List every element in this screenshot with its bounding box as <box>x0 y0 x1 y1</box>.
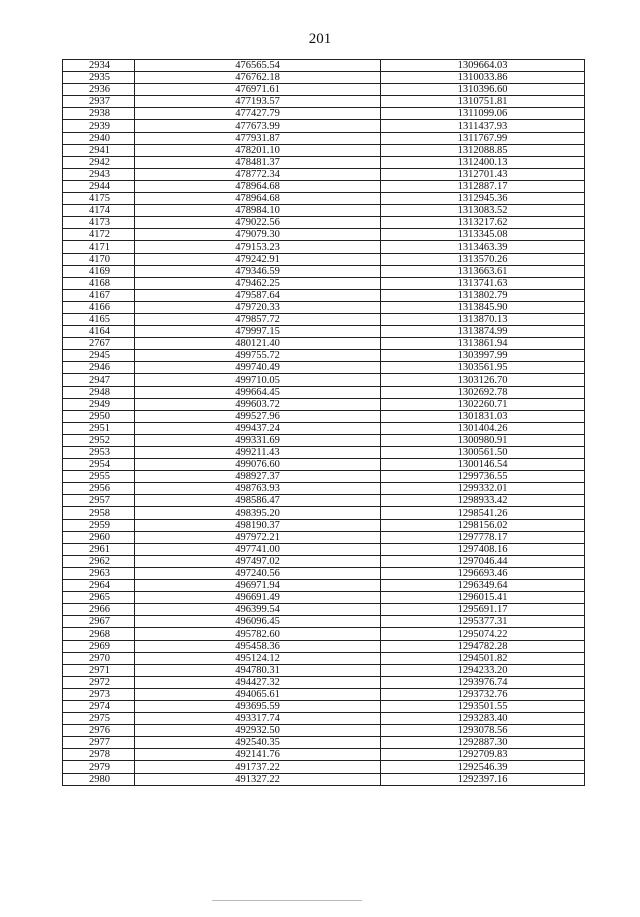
table-row <box>63 567 585 579</box>
table-row <box>63 652 585 664</box>
x-coordinate-cell: 499755.72 <box>135 350 381 362</box>
table-row <box>63 543 585 555</box>
point-number-cell: 2973 <box>63 688 135 700</box>
page-number: 201 <box>308 31 332 47</box>
x-coordinate-cell: 478964.68 <box>135 180 381 192</box>
point-number-cell: 2960 <box>63 531 135 543</box>
y-coordinate-cell: 1298156.02 <box>381 519 585 531</box>
x-coordinate-cell: 499527.96 <box>135 410 381 422</box>
x-coordinate-cell: 492932.50 <box>135 725 381 737</box>
x-coordinate-cell: 480121.40 <box>135 338 381 350</box>
x-coordinate-cell: 479462.25 <box>135 277 381 289</box>
point-number-cell: 2958 <box>63 507 135 519</box>
point-number-cell: 2949 <box>63 398 135 410</box>
y-coordinate-cell: 1293283.40 <box>381 713 585 725</box>
point-number-cell: 2935 <box>63 72 135 84</box>
point-number-cell: 4169 <box>63 265 135 277</box>
x-coordinate-cell: 499211.43 <box>135 447 381 459</box>
y-coordinate-cell: 1313845.90 <box>381 301 585 313</box>
x-coordinate-cell: 477931.87 <box>135 132 381 144</box>
point-number-cell: 2964 <box>63 580 135 592</box>
x-coordinate-cell: 499076.60 <box>135 459 381 471</box>
x-coordinate-cell: 499710.05 <box>135 374 381 386</box>
y-coordinate-cell: 1302260.71 <box>381 398 585 410</box>
point-number-cell: 2951 <box>63 422 135 434</box>
bottom-divider <box>212 900 362 901</box>
table-row <box>63 713 585 725</box>
table-row <box>63 664 585 676</box>
y-coordinate-cell: 1293732.76 <box>381 688 585 700</box>
y-coordinate-cell: 1310396.60 <box>381 84 585 96</box>
table-row <box>63 761 585 773</box>
table-row <box>63 301 585 313</box>
point-number-cell: 2971 <box>63 664 135 676</box>
table-row <box>63 108 585 120</box>
table-row <box>63 483 585 495</box>
point-number-cell: 2941 <box>63 144 135 156</box>
point-number-cell: 2937 <box>63 96 135 108</box>
table-row <box>63 350 585 362</box>
x-coordinate-cell: 476971.61 <box>135 84 381 96</box>
table-row <box>63 120 585 132</box>
y-coordinate-cell: 1299736.55 <box>381 471 585 483</box>
point-number-cell: 2948 <box>63 386 135 398</box>
x-coordinate-cell: 497972.21 <box>135 531 381 543</box>
x-coordinate-cell: 493317.74 <box>135 713 381 725</box>
table-row <box>63 386 585 398</box>
y-coordinate-cell: 1300561.50 <box>381 447 585 459</box>
point-number-cell: 2950 <box>63 410 135 422</box>
table-row <box>63 205 585 217</box>
point-number-cell: 2959 <box>63 519 135 531</box>
table-row <box>63 338 585 350</box>
y-coordinate-cell: 1313345.08 <box>381 229 585 241</box>
y-coordinate-cell: 1296349.64 <box>381 580 585 592</box>
table-row <box>63 640 585 652</box>
table-row <box>63 180 585 192</box>
point-number-cell: 2942 <box>63 156 135 168</box>
y-coordinate-cell: 1293976.74 <box>381 676 585 688</box>
point-number-cell: 4171 <box>63 241 135 253</box>
x-coordinate-cell: 496096.45 <box>135 616 381 628</box>
table-row <box>63 725 585 737</box>
table-row <box>63 592 585 604</box>
table-row <box>63 616 585 628</box>
y-coordinate-cell: 1312887.17 <box>381 180 585 192</box>
x-coordinate-cell: 494780.31 <box>135 664 381 676</box>
y-coordinate-cell: 1313870.13 <box>381 313 585 325</box>
x-coordinate-cell: 497497.02 <box>135 555 381 567</box>
coordinates-table-body <box>63 60 585 786</box>
point-number-cell: 2961 <box>63 543 135 555</box>
x-coordinate-cell: 478481.37 <box>135 156 381 168</box>
table-row <box>63 144 585 156</box>
x-coordinate-cell: 479242.91 <box>135 253 381 265</box>
y-coordinate-cell: 1312400.13 <box>381 156 585 168</box>
x-coordinate-cell: 499331.69 <box>135 434 381 446</box>
point-number-cell: 2979 <box>63 761 135 773</box>
table-row <box>63 447 585 459</box>
point-number-cell: 2767 <box>63 338 135 350</box>
point-number-cell: 2962 <box>63 555 135 567</box>
y-coordinate-cell: 1297778.17 <box>381 531 585 543</box>
point-number-cell: 2939 <box>63 120 135 132</box>
y-coordinate-cell: 1311099.06 <box>381 108 585 120</box>
point-number-cell: 2969 <box>63 640 135 652</box>
x-coordinate-cell: 479079.30 <box>135 229 381 241</box>
table-row <box>63 749 585 761</box>
x-coordinate-cell: 499664.45 <box>135 386 381 398</box>
y-coordinate-cell: 1293501.55 <box>381 700 585 712</box>
table-row <box>63 555 585 567</box>
point-number-cell: 2970 <box>63 652 135 664</box>
x-coordinate-cell: 497741.00 <box>135 543 381 555</box>
table-row <box>63 531 585 543</box>
table-row <box>63 72 585 84</box>
x-coordinate-cell: 479587.64 <box>135 289 381 301</box>
y-coordinate-cell: 1313874.99 <box>381 326 585 338</box>
y-coordinate-cell: 1295691.17 <box>381 604 585 616</box>
y-coordinate-cell: 1303997.99 <box>381 350 585 362</box>
table-row <box>63 737 585 749</box>
y-coordinate-cell: 1295074.22 <box>381 628 585 640</box>
x-coordinate-cell: 495782.60 <box>135 628 381 640</box>
table-row <box>63 84 585 96</box>
x-coordinate-cell: 494065.61 <box>135 688 381 700</box>
x-coordinate-cell: 498763.93 <box>135 483 381 495</box>
point-number-cell: 4170 <box>63 253 135 265</box>
point-number-cell: 2947 <box>63 374 135 386</box>
x-coordinate-cell: 477193.57 <box>135 96 381 108</box>
point-number-cell: 2963 <box>63 567 135 579</box>
table-row <box>63 398 585 410</box>
y-coordinate-cell: 1313217.62 <box>381 217 585 229</box>
x-coordinate-cell: 497240.56 <box>135 567 381 579</box>
y-coordinate-cell: 1294501.82 <box>381 652 585 664</box>
point-number-cell: 2954 <box>63 459 135 471</box>
table-row <box>63 688 585 700</box>
table-row <box>63 265 585 277</box>
y-coordinate-cell: 1311767.99 <box>381 132 585 144</box>
point-number-cell: 4174 <box>63 205 135 217</box>
y-coordinate-cell: 1294233.20 <box>381 664 585 676</box>
point-number-cell: 2974 <box>63 700 135 712</box>
point-number-cell: 4172 <box>63 229 135 241</box>
x-coordinate-cell: 496971.94 <box>135 580 381 592</box>
y-coordinate-cell: 1297408.16 <box>381 543 585 555</box>
x-coordinate-cell: 498190.37 <box>135 519 381 531</box>
y-coordinate-cell: 1292546.39 <box>381 761 585 773</box>
y-coordinate-cell: 1312701.43 <box>381 168 585 180</box>
point-number-cell: 4168 <box>63 277 135 289</box>
point-number-cell: 2945 <box>63 350 135 362</box>
table-row <box>63 471 585 483</box>
table-row <box>63 374 585 386</box>
table-row <box>63 253 585 265</box>
y-coordinate-cell: 1312088.85 <box>381 144 585 156</box>
table-row <box>63 277 585 289</box>
y-coordinate-cell: 1311437.93 <box>381 120 585 132</box>
point-number-cell: 2956 <box>63 483 135 495</box>
table-row <box>63 217 585 229</box>
y-coordinate-cell: 1310033.86 <box>381 72 585 84</box>
table-row <box>63 495 585 507</box>
x-coordinate-cell: 478964.68 <box>135 193 381 205</box>
table-row <box>63 156 585 168</box>
point-number-cell: 2968 <box>63 628 135 640</box>
y-coordinate-cell: 1301831.03 <box>381 410 585 422</box>
table-row <box>63 519 585 531</box>
table-row <box>63 459 585 471</box>
point-number-cell: 2955 <box>63 471 135 483</box>
x-coordinate-cell: 494427.32 <box>135 676 381 688</box>
table-row <box>63 96 585 108</box>
coordinates-table <box>62 59 585 786</box>
y-coordinate-cell: 1297046.44 <box>381 555 585 567</box>
y-coordinate-cell: 1296693.46 <box>381 567 585 579</box>
point-number-cell: 2980 <box>63 773 135 785</box>
point-number-cell: 2952 <box>63 434 135 446</box>
x-coordinate-cell: 479997.15 <box>135 326 381 338</box>
x-coordinate-cell: 496399.54 <box>135 604 381 616</box>
x-coordinate-cell: 478201.10 <box>135 144 381 156</box>
x-coordinate-cell: 499603.72 <box>135 398 381 410</box>
point-number-cell: 2944 <box>63 180 135 192</box>
point-number-cell: 2966 <box>63 604 135 616</box>
x-coordinate-cell: 498395.20 <box>135 507 381 519</box>
table-row <box>63 507 585 519</box>
table-row <box>63 628 585 640</box>
table-row <box>63 60 585 72</box>
point-number-cell: 2936 <box>63 84 135 96</box>
table-row <box>63 241 585 253</box>
x-coordinate-cell: 477427.79 <box>135 108 381 120</box>
x-coordinate-cell: 499437.24 <box>135 422 381 434</box>
x-coordinate-cell: 476565.54 <box>135 60 381 72</box>
point-number-cell: 4173 <box>63 217 135 229</box>
y-coordinate-cell: 1300980.91 <box>381 434 585 446</box>
y-coordinate-cell: 1301404.26 <box>381 422 585 434</box>
point-number-cell: 4164 <box>63 326 135 338</box>
point-number-cell: 2940 <box>63 132 135 144</box>
x-coordinate-cell: 476762.18 <box>135 72 381 84</box>
x-coordinate-cell: 477673.99 <box>135 120 381 132</box>
y-coordinate-cell: 1313861.94 <box>381 338 585 350</box>
point-number-cell: 2943 <box>63 168 135 180</box>
y-coordinate-cell: 1296015.41 <box>381 592 585 604</box>
point-number-cell: 4167 <box>63 289 135 301</box>
table-row <box>63 193 585 205</box>
x-coordinate-cell: 495458.36 <box>135 640 381 652</box>
table-row <box>63 604 585 616</box>
point-number-cell: 4166 <box>63 301 135 313</box>
y-coordinate-cell: 1313741.63 <box>381 277 585 289</box>
point-number-cell: 4165 <box>63 313 135 325</box>
x-coordinate-cell: 498927.37 <box>135 471 381 483</box>
y-coordinate-cell: 1303126.70 <box>381 374 585 386</box>
y-coordinate-cell: 1294782.28 <box>381 640 585 652</box>
table-row <box>63 410 585 422</box>
point-number-cell: 2946 <box>63 362 135 374</box>
y-coordinate-cell: 1313083.52 <box>381 205 585 217</box>
x-coordinate-cell: 492540.35 <box>135 737 381 749</box>
point-number-cell: 2953 <box>63 447 135 459</box>
point-number-cell: 2976 <box>63 725 135 737</box>
x-coordinate-cell: 479022.56 <box>135 217 381 229</box>
x-coordinate-cell: 479346.59 <box>135 265 381 277</box>
y-coordinate-cell: 1295377.31 <box>381 616 585 628</box>
table-row <box>63 676 585 688</box>
x-coordinate-cell: 479720.33 <box>135 301 381 313</box>
y-coordinate-cell: 1303561.95 <box>381 362 585 374</box>
x-coordinate-cell: 495124.12 <box>135 652 381 664</box>
table-row <box>63 229 585 241</box>
x-coordinate-cell: 478772.34 <box>135 168 381 180</box>
y-coordinate-cell: 1310751.81 <box>381 96 585 108</box>
table-row <box>63 580 585 592</box>
point-number-cell: 2972 <box>63 676 135 688</box>
x-coordinate-cell: 491737.22 <box>135 761 381 773</box>
y-coordinate-cell: 1299332.01 <box>381 483 585 495</box>
y-coordinate-cell: 1312945.36 <box>381 193 585 205</box>
x-coordinate-cell: 491327.22 <box>135 773 381 785</box>
y-coordinate-cell: 1292397.16 <box>381 773 585 785</box>
x-coordinate-cell: 498586.47 <box>135 495 381 507</box>
point-number-cell: 2967 <box>63 616 135 628</box>
y-coordinate-cell: 1298933.42 <box>381 495 585 507</box>
point-number-cell: 2934 <box>63 60 135 72</box>
table-row <box>63 132 585 144</box>
point-number-cell: 2957 <box>63 495 135 507</box>
y-coordinate-cell: 1292709.83 <box>381 749 585 761</box>
table-row <box>63 289 585 301</box>
y-coordinate-cell: 1292887.30 <box>381 737 585 749</box>
table-row <box>63 422 585 434</box>
point-number-cell: 2977 <box>63 737 135 749</box>
point-number-cell: 2938 <box>63 108 135 120</box>
y-coordinate-cell: 1313463.39 <box>381 241 585 253</box>
point-number-cell: 2975 <box>63 713 135 725</box>
y-coordinate-cell: 1302692.78 <box>381 386 585 398</box>
y-coordinate-cell: 1313802.79 <box>381 289 585 301</box>
x-coordinate-cell: 479857.72 <box>135 313 381 325</box>
y-coordinate-cell: 1309664.03 <box>381 60 585 72</box>
table-row <box>63 168 585 180</box>
x-coordinate-cell: 496691.49 <box>135 592 381 604</box>
table-row <box>63 326 585 338</box>
table-row <box>63 434 585 446</box>
y-coordinate-cell: 1300146.54 <box>381 459 585 471</box>
point-number-cell: 4175 <box>63 193 135 205</box>
table-row <box>63 362 585 374</box>
x-coordinate-cell: 478984.10 <box>135 205 381 217</box>
x-coordinate-cell: 493695.59 <box>135 700 381 712</box>
x-coordinate-cell: 479153.23 <box>135 241 381 253</box>
point-number-cell: 2978 <box>63 749 135 761</box>
y-coordinate-cell: 1293078.56 <box>381 725 585 737</box>
table-row <box>63 313 585 325</box>
x-coordinate-cell: 492141.76 <box>135 749 381 761</box>
x-coordinate-cell: 499740.49 <box>135 362 381 374</box>
y-coordinate-cell: 1313570.26 <box>381 253 585 265</box>
table-row <box>63 773 585 785</box>
table-row <box>63 700 585 712</box>
point-number-cell: 2965 <box>63 592 135 604</box>
y-coordinate-cell: 1313663.61 <box>381 265 585 277</box>
y-coordinate-cell: 1298541.26 <box>381 507 585 519</box>
